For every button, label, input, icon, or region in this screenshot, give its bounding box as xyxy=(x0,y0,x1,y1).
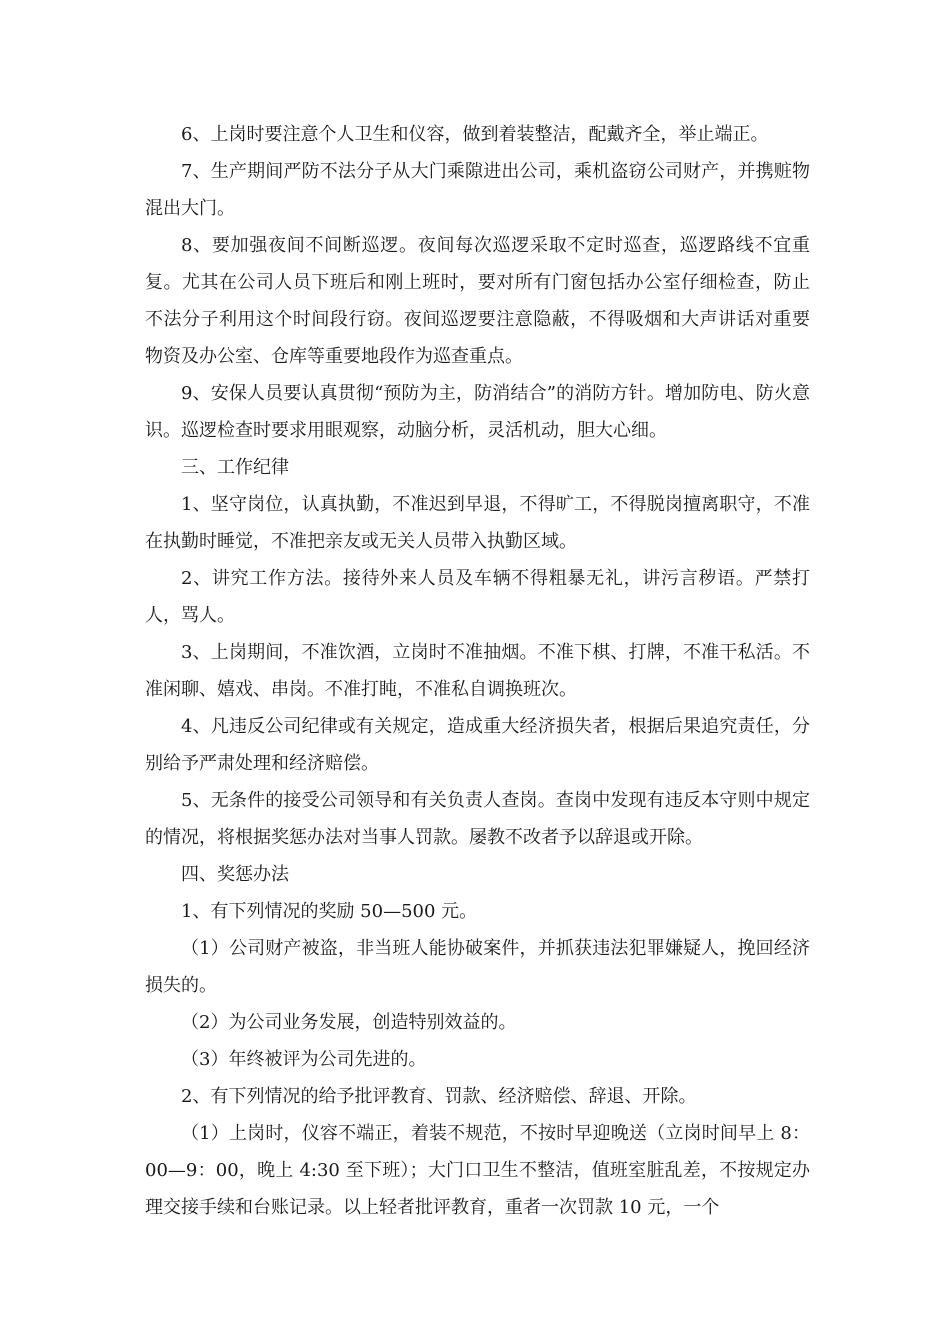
document-body xyxy=(145,116,810,1226)
paragraph-item-9: 9、安保人员要认真贯彻“预防为主，防消结合”的消防方针。增加防电、防火意识。巡逻检查时要求用眼观察，动脑分析，灵活机动，胆大心细。 xyxy=(145,383,810,441)
paragraph-discipline-1: 1、坚守岗位，认真执勤，不准迟到早退，不得旷工，不得脱岗擅离职守，不准在执勤时睡觉，不准把亲友或无关人员带入执勤区域。 xyxy=(145,494,810,552)
paragraph-reward-1: 1、有下列情况的奖励 50—500 元。 xyxy=(181,901,478,922)
paragraph-discipline-2: 2、讲究工作方法。接待外来人员及车辆不得粗暴无礼，讲污言秽语。严禁打人，骂人。 xyxy=(145,568,810,626)
section-heading-work-discipline: 三、工作纪律 xyxy=(181,457,289,478)
paragraph-reward-1-2: （2）为公司业务发展，创造特别效益的。 xyxy=(181,1012,517,1033)
paragraph-reward-1-3: （3）年终被评为公司先进的。 xyxy=(181,1049,427,1070)
paragraph-discipline-5: 5、无条件的接受公司领导和有关负责人查岗。查岗中发现有违反本守则中规定的情况，将根据奖惩办法对当事人罚款。屡教不改者予以辞退或开除。 xyxy=(145,790,810,848)
paragraph-reward-1-1: （1）公司财产被盗，非当班人能协破案件，并抓获违法犯罪嫌疑人，挽回经济损失的。 xyxy=(145,938,810,996)
paragraph-item-7: 7、生产期间严防不法分子从大门乘隙进出公司，乘机盗窃公司财产，并携赃物混出大门。 xyxy=(145,161,810,219)
paragraph-discipline-4: 4、凡违反公司纪律或有关规定，造成重大经济损失者，根据后果追究责任，分别给予严肃处理和经济赔偿。 xyxy=(145,716,810,774)
paragraph-discipline-3: 3、上岗期间，不准饮酒，立岗时不准抽烟。不准下棋、打牌，不准干私活。不准闲聊、嬉戏、串岗。不准打盹，不准私自调换班次。 xyxy=(145,642,810,700)
paragraph-item-6: 6、上岗时要注意个人卫生和仪容，做到着装整洁，配戴齐全，举止端正。 xyxy=(181,124,769,145)
section-heading-rewards-penalties: 四、奖惩办法 xyxy=(181,864,289,885)
paragraph-penalty-2-1: （1）上岗时，仪容不端正，着装不规范，不按时早迎晚送（立岗时间早上 8：00—9：00，晚上 4:30 至下班）；大门口卫生不整洁，值班室脏乱差，不按规定办理交接手续和台账记录。以上轻者批评教育，重者一次罚款 10 元，一个 xyxy=(145,1123,810,1218)
paragraph-penalty-2: 2、有下列情况的给予批评教育、罚款、经济赔偿、辞退、开除。 xyxy=(181,1086,697,1107)
paragraph-item-8: 8、要加强夜间不间断巡逻。夜间每次巡逻采取不定时巡查，巡逻路线不宜重复。尤其在公司人员下班后和刚上班时，要对所有门窗包括办公室仔细检查，防止不法分子利用这个时间段行窃。夜间巡逻要注意隐蔽，不得吸烟和大声讲话对重要物资及办公室、仓库等重要地段作为巡查重点。 xyxy=(145,235,810,367)
